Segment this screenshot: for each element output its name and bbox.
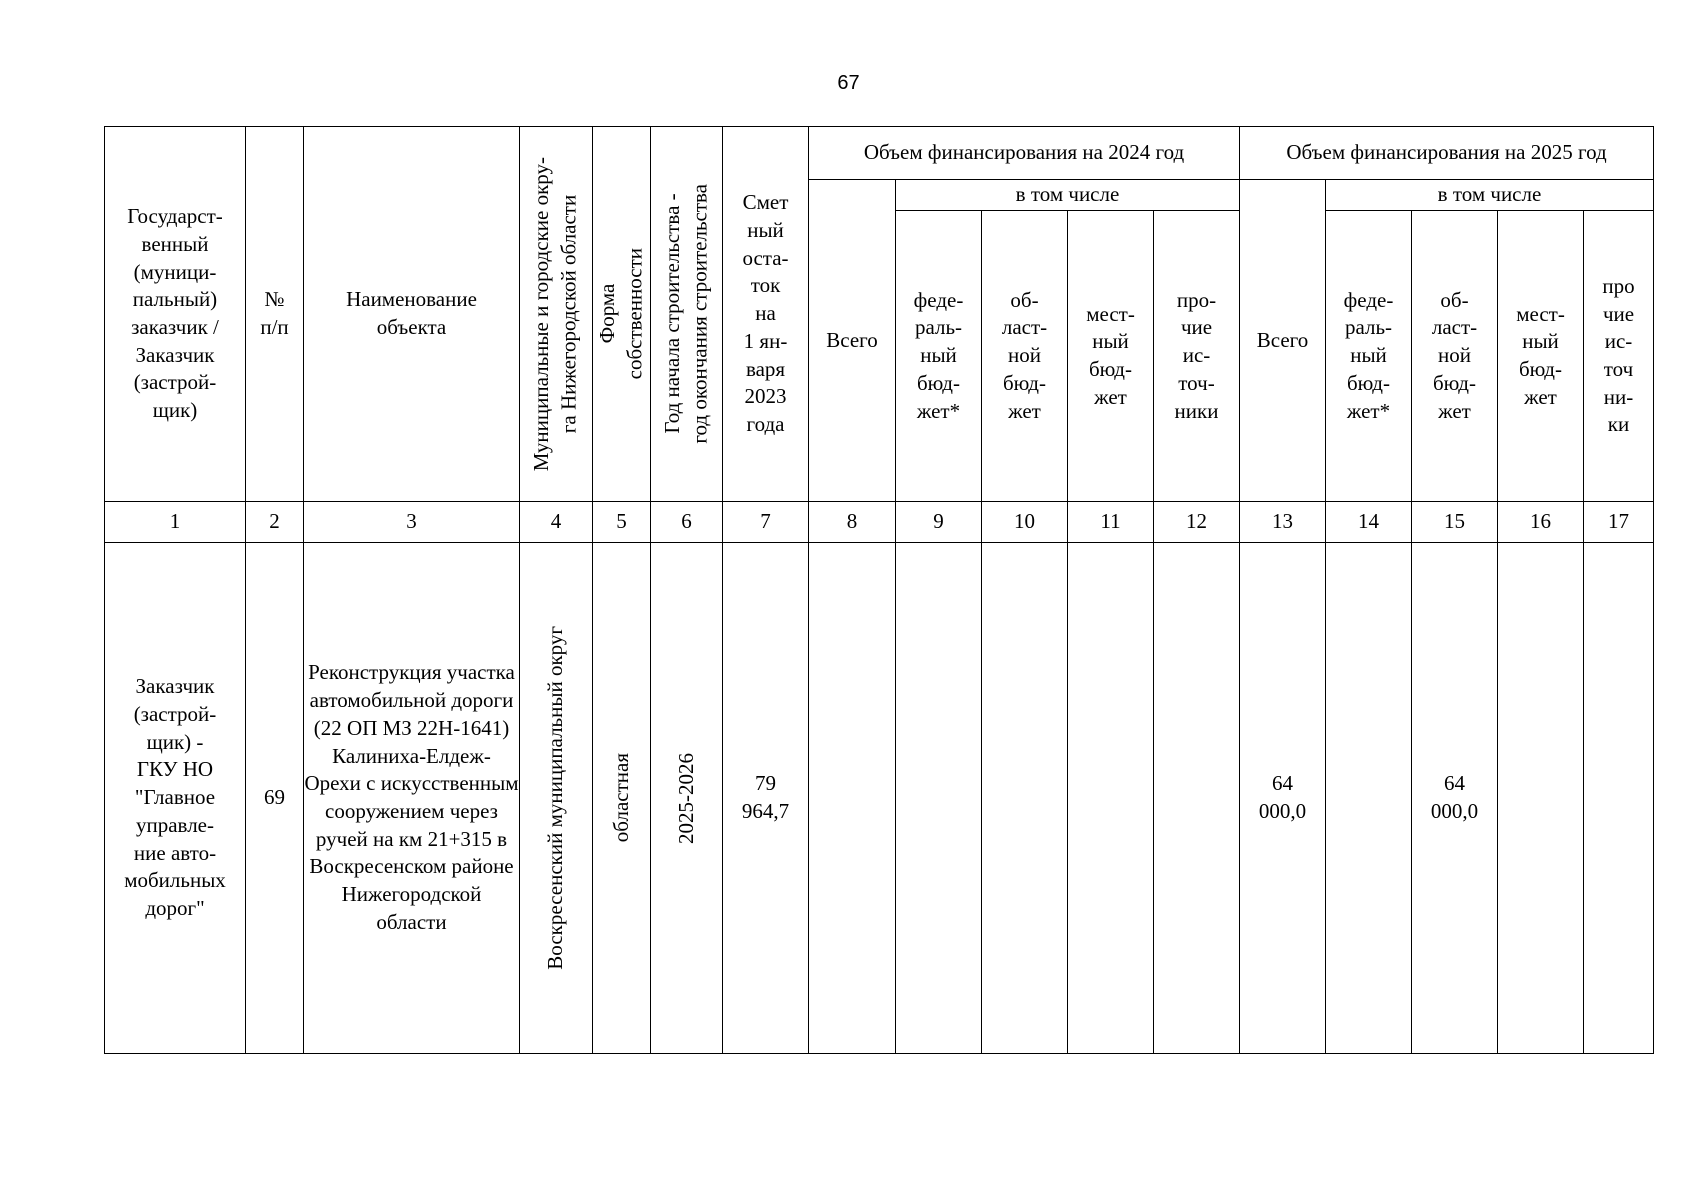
header-other-2025: про чие ис- точ ни- ки: [1584, 211, 1654, 502]
row-object-name: Реконструкция участка автомобильной дороги (22 ОП МЗ 22Н-1641) Калиниха-Елдеж-Орехи с искусственным сооружением через ручей на км 21+315 в Воскресенском районе Нижегородской области: [304, 543, 520, 1054]
column-number: 13: [1240, 502, 1326, 543]
row-other-2024: [1154, 543, 1240, 1054]
column-number: 11: [1068, 502, 1154, 543]
header-federal-2024: феде- раль- ный бюд- жет*: [896, 211, 982, 502]
header-years: Год начала строительства - год окончания строительства: [659, 184, 712, 444]
row-ownership: областная: [608, 753, 633, 843]
header-federal-2025: феде- раль- ный бюд- жет*: [1326, 211, 1412, 502]
row-municipal-cell: [520, 543, 593, 1054]
column-number: 14: [1326, 502, 1412, 543]
row-total-2024: [809, 543, 896, 1054]
header-fin-2024: Объем финансирования на 2024 год: [809, 127, 1240, 180]
header-ownership: Форма собственности: [594, 248, 647, 380]
row-federal-2024: [896, 543, 982, 1054]
column-number: 12: [1154, 502, 1240, 543]
header-ownership-cell: [593, 127, 651, 502]
header-municipal: Муниципальные и городские окру- га Нижегородской области: [529, 156, 581, 472]
row-local-2024: [1068, 543, 1154, 1054]
row-local-2025: [1498, 543, 1584, 1054]
row-regional-2025: 64 000,0: [1412, 543, 1498, 1054]
column-number: 1: [105, 502, 246, 543]
header-local-2024: мест- ный бюд- жет: [1068, 211, 1154, 502]
row-estimate: 79 964,7: [723, 543, 809, 1054]
column-number: 3: [304, 502, 520, 543]
column-number: 15: [1412, 502, 1498, 543]
column-number: 6: [651, 502, 723, 543]
table-row: [105, 543, 1654, 1054]
column-number: 10: [982, 502, 1068, 543]
header-regional-2024: об- ласт- ной бюд- жет: [982, 211, 1068, 502]
header-object-name: Наименование объекта: [304, 127, 520, 502]
column-number: 7: [723, 502, 809, 543]
row-federal-2025: [1326, 543, 1412, 1054]
header-total-2025: Всего: [1240, 180, 1326, 502]
page-number: 67: [837, 72, 860, 94]
row-regional-2024: [982, 543, 1068, 1054]
header-customer: Государст- венный (муници- пальный) заказчик / Заказчик (застрой- щик): [105, 127, 246, 502]
header-estimate: Смет ный оста- ток на 1 ян- варя 2023 года: [723, 127, 809, 502]
header-regional-2025: об- ласт- ной бюд- жет: [1412, 211, 1498, 502]
header-num: № п/п: [246, 127, 304, 502]
header-local-2025: мест- ный бюд- жет: [1498, 211, 1584, 502]
row-number: 69: [246, 543, 304, 1054]
column-number: 8: [809, 502, 896, 543]
header-total-2024: Всего: [809, 180, 896, 502]
column-number: 9: [896, 502, 982, 543]
row-other-2025: [1584, 543, 1654, 1054]
column-number: 17: [1584, 502, 1654, 543]
row-municipal: Воскресенский муниципальный округ: [543, 626, 568, 970]
row-years: 2025-2026: [673, 752, 698, 844]
header-including-2024: в том числе: [896, 180, 1240, 211]
column-numbers-row: [105, 502, 1654, 543]
header-years-cell: [651, 127, 723, 502]
column-number: 16: [1498, 502, 1584, 543]
row-customer: Заказчик (застрой- щик) - ГКУ НО "Главное управле- ние авто- мобильных дорог": [105, 543, 246, 1054]
column-number: 4: [520, 502, 593, 543]
header-other-2024: про- чие ис- точ- ники: [1154, 211, 1240, 502]
column-number: 2: [246, 502, 304, 543]
financing-table: [104, 126, 1654, 1054]
header-fin-2025: Объем финансирования на 2025 год: [1240, 127, 1654, 180]
header-municipal-cell: [520, 127, 593, 502]
column-number: 5: [593, 502, 651, 543]
header-including-2025: в том числе: [1326, 180, 1654, 211]
row-years-cell: [651, 543, 723, 1054]
row-ownership-cell: [593, 543, 651, 1054]
row-total-2025: 64 000,0: [1240, 543, 1326, 1054]
